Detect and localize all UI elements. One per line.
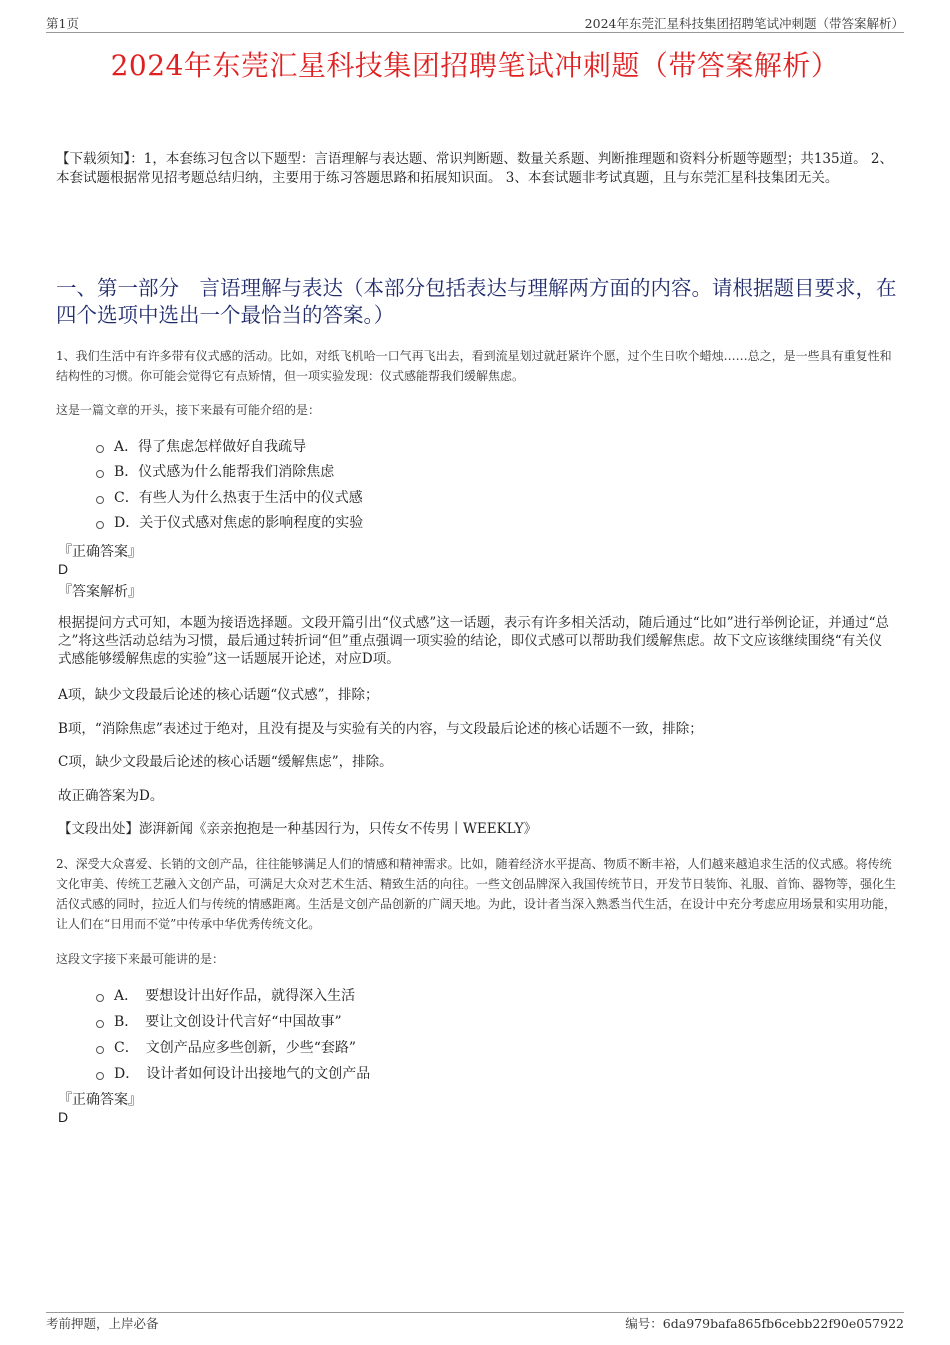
page-number: 第1页 xyxy=(46,16,79,31)
header-divider xyxy=(46,32,904,33)
footer-divider xyxy=(46,1312,904,1313)
page-title: 2024年东莞汇星科技集团招聘笔试冲刺题（带答案解析） xyxy=(110,49,840,82)
footer-slogan: 考前押题，上岸必备 xyxy=(46,1316,159,1331)
q2-answer: D xyxy=(58,1109,69,1125)
q1-conclusion: 故正确答案为D。 xyxy=(58,788,164,804)
q1-option-d-label: D．关于仪式感对焦虑的影响程度的实验 xyxy=(114,515,364,531)
q1-analysis-a: A项，缺少文段最后论述的核心话题“仪式感”，排除； xyxy=(58,687,379,703)
radio-icon[interactable] xyxy=(96,1020,104,1028)
q2-option-c[interactable] xyxy=(96,1037,356,1057)
q1-option-b[interactable] xyxy=(96,461,334,481)
radio-icon[interactable] xyxy=(96,496,104,504)
q2-prompt: 这段文字接下来最可能讲的是： xyxy=(56,952,225,966)
q2-option-a[interactable] xyxy=(96,985,355,1005)
q2-option-c-label: C． 文创产品应多些创新，少些“套路” xyxy=(114,1040,357,1056)
q1-analysis-main: 根据提问方式可知，本题为接语选择题。文段开篇引出“仪式感”这一话题，表示有许多相关活动，随后通过“比如”进行举例论证，并通过“总之”将这些活动总结为习惯，最后通过转折词“但”重点强调一项实验的结论，即仪式感可以帮助我们缓解焦虑。故下文应该继续围绕“有关仪式感能够缓解焦虑的实验”这一话题展开论述，对应D项。 xyxy=(58,615,890,667)
q1-answer-label: 『正确答案』 xyxy=(58,544,142,560)
q2-option-d-label: D． 设计者如何设计出接地气的文创产品 xyxy=(114,1066,371,1082)
q2-answer-label: 『正确答案』 xyxy=(58,1092,142,1108)
q2-option-b-label: B． 要让文创设计代言好“中国故事” xyxy=(114,1014,342,1030)
radio-icon[interactable] xyxy=(96,994,104,1002)
q1-analysis-label: 『答案解析』 xyxy=(58,584,142,600)
q2-option-d[interactable] xyxy=(96,1063,370,1083)
q1-option-c[interactable] xyxy=(96,487,363,507)
q1-option-a-label: A．得了焦虑怎样做好自我疏导 xyxy=(114,439,307,455)
q2-option-a-label: A． 要想设计出好作品，就得深入生活 xyxy=(114,988,356,1004)
q1-option-d[interactable] xyxy=(96,512,363,532)
q2-passage: 2、深受大众喜爱、长销的文创产品，往往能够满足人们的情感和精神需求。比如，随着经济水平提高、物质不断丰裕，人们越来越追求生活的仪式感。将传统文化审美、传统工艺融入文创产品，可满足大众对艺术生活、精致生活的向往。一些文创品牌深入我国传统节日，开发节日装饰、礼服、首饰、器物等，强化生活仪式感的同时，拉近人们与传统的情感距离。生活是文创产品创新的广阔天地。为此，设计者当深入熟悉当代生活，在设计中充分考虑应用场景和实用功能，让人们在“日用而不觉”中传承中华优秀传统文化。 xyxy=(56,857,897,931)
download-notice: 【下载须知】：1，本套练习包含以下题型：言语理解与表达题、常识判断题、数量关系题、判断推理题和资料分析题等题型；共135道。 2、本套试题根据常见招考题总结归纳，主要用于练习答题思路和拓展知识面。 3、本套试题非考试真题，且与东莞汇星科技集团无关。 xyxy=(56,151,893,186)
section-heading: 一、第一部分 言语理解与表达（本部分包括表达与理解两方面的内容。请根据题目要求，在四个选项中选出一个最恰当的答案。） xyxy=(56,276,897,327)
q1-analysis-b: B项，“消除焦虑”表述过于绝对，且没有提及与实验有关的内容，与文段最后论述的核心话题不一致，排除； xyxy=(58,721,703,737)
radio-icon[interactable] xyxy=(96,1046,104,1054)
q1-option-a[interactable] xyxy=(96,436,306,456)
q1-analysis-c: C项，缺少文段最后论述的核心话题“缓解焦虑”，排除。 xyxy=(58,754,393,770)
q1-answer: D xyxy=(58,561,69,577)
radio-icon[interactable] xyxy=(96,1072,104,1080)
q1-option-b-label: B．仪式感为什么能帮我们消除焦虑 xyxy=(114,464,335,480)
q1-prompt: 这是一篇文章的开头，接下来最有可能介绍的是： xyxy=(56,403,321,417)
q1-passage: 1、我们生活中有许多带有仪式感的活动。比如，对纸飞机哈一口气再飞出去，看到流星划过就赶紧许个愿，过个生日吹个蜡烛……总之，是一些具有重复性和结构性的习惯。你可能会觉得它有点矫情，但一项实验发现：仪式感能帮我们缓解焦虑。 xyxy=(56,349,892,383)
footer-doc-id: 编号：6da979bafa865fb6cebb22f90e057922 xyxy=(625,1316,904,1331)
radio-icon[interactable] xyxy=(96,470,104,478)
radio-icon[interactable] xyxy=(96,445,104,453)
q1-source: 【文段出处】澎湃新闻《亲亲抱抱是一种基因行为，只传女不传男丨WEEKLY》 xyxy=(58,821,538,837)
q2-option-b[interactable] xyxy=(96,1011,342,1031)
running-header-title: 2024年东莞汇星科技集团招聘笔试冲刺题（带答案解析） xyxy=(584,16,904,31)
radio-icon[interactable] xyxy=(96,521,104,529)
q1-option-c-label: C．有些人为什么热衷于生活中的仪式感 xyxy=(114,490,363,506)
